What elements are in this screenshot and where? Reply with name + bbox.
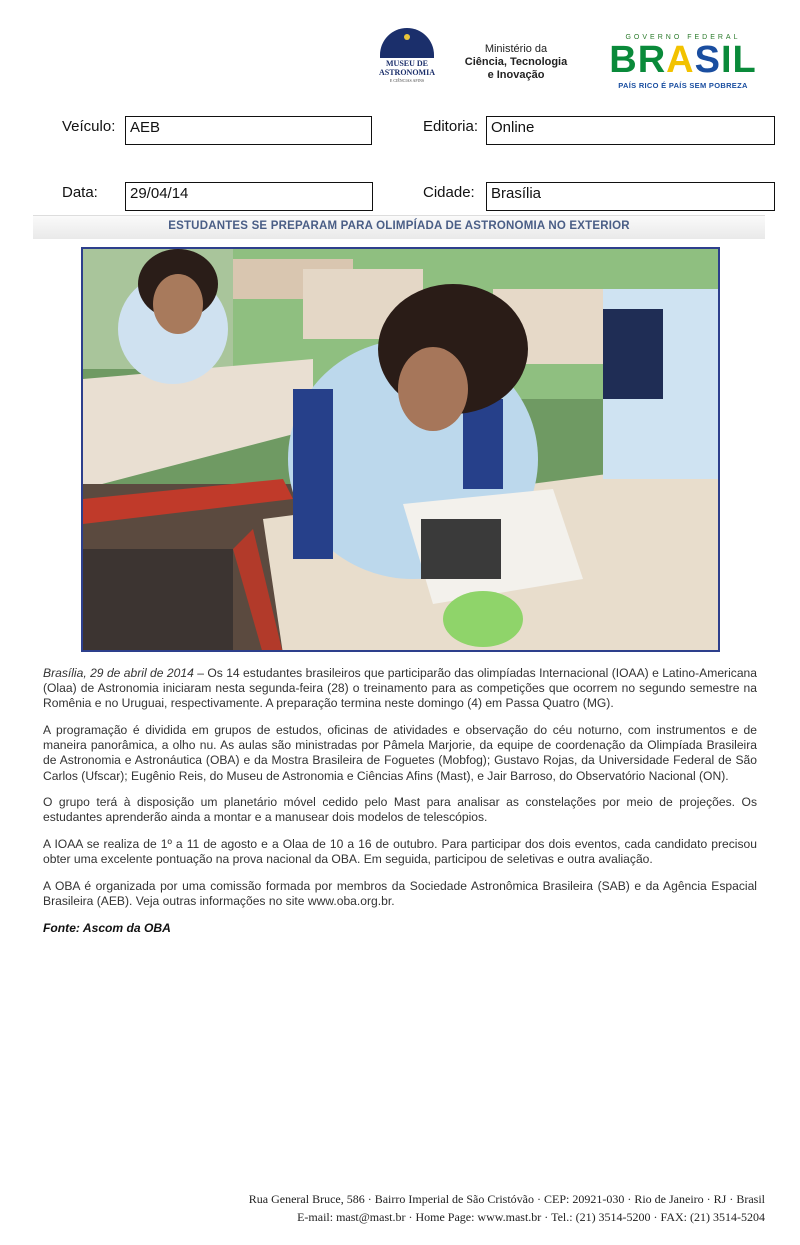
article-paragraph-1-text: – Os 14 estudantes brasileiros que participarão das olimpíadas Internacional (IOAA) e Latino-Americana (Olaa) de Astronomia iniciaram nesta segunda-feira (28) o treinamento para as competições que ocorrem no segundo semestre na Romênia e no Uruguai, respectivamente. A preparação termina neste domingo (4) em Passa Quatro (MG). — [43, 666, 757, 711]
cidade-label: Cidade: — [423, 184, 475, 201]
article-paragraph-5: A OBA é organizada por uma comissão formada por membros da Sociedade Astronômica Brasileira (SAB) e da Agência Espacial Brasileira (AEB). Veja outras informações no site www.oba.org.br. — [43, 878, 757, 908]
cidade-field: Brasília — [486, 182, 775, 211]
ministerio-logo — [452, 43, 580, 82]
brasil-letter: B — [609, 39, 638, 81]
brasil-slogan: PAÍS RICO É PAÍS SEM POBREZA — [618, 81, 748, 90]
brasil-letter: R — [637, 39, 667, 81]
editoria-label: Editoria: — [423, 118, 479, 135]
footer-address: Rua General Bruce, 586 · Bairro Imperial de São Cristóvão · CEP: 20921-030 · Rio de Janeiro · RJ · Brasil — [248, 1192, 765, 1206]
article-paragraph-1 — [43, 666, 757, 712]
ministerio-line3: e Inovação — [487, 69, 545, 81]
brasil-letter: S — [694, 39, 721, 81]
museu-logo-line3: E CIÊNCIAS AFINS — [389, 78, 425, 83]
brasil-letter: A — [666, 39, 695, 81]
museu-astronomia-logo — [376, 28, 438, 86]
museu-logo-line2: ASTRONOMIA — [378, 68, 435, 77]
ministerio-line2: Ciência, Tecnologia — [464, 56, 568, 68]
veiculo-field: AEB — [125, 116, 372, 145]
page-footer — [120, 1190, 765, 1226]
article-body — [43, 666, 757, 947]
observatory-dome-icon — [380, 28, 434, 58]
veiculo-label: Veículo: — [62, 118, 116, 135]
classroom-photo-image — [83, 249, 720, 652]
brasil-wordmark — [598, 41, 768, 79]
governo-federal-brasil-logo — [598, 34, 768, 90]
article-dateline: Brasília, 29 de abril de 2014 — [43, 666, 194, 680]
governo-federal-text: GOVERNO FEDERAL — [625, 34, 741, 41]
museu-logo-line1: MUSEU DE — [385, 59, 428, 68]
article-source: Fonte: Ascom da OBA — [43, 920, 171, 935]
article-paragraph-3: O grupo terá à disposição um planetário móvel cedido pelo Mast para analisar as constelações por meio de projeções. Os estudantes aprenderão ainda a montar e a manusear dois modelos de telescópios. — [43, 795, 757, 825]
article-paragraph-4: A IOAA se realiza de 1º a 11 de agosto e a Olaa de 10 a 16 de outubro. Para participar dos dois eventos, cada candidato precisou obter uma excelente pontuação na prova nacional da OBA. Em seguida, participou de seletivas e outra avaliação. — [43, 837, 757, 867]
classroom-photo — [81, 247, 720, 652]
article-paragraph-2: A programação é dividida em grupos de estudos, oficinas de atividades e observação do céu noturno, com instrumentos e de maneira panorâmica, a olho nu. As aulas são ministradas por Pâmela Marjorie, da equipe de coordenação da Olimpíada Brasileira de Astronomia e Astronáutica (OBA) e da Mostra Brasileira de Foguetes (Mobfog); Gustavo Rojas, da Universidade Federal de São Carlos (Ufscar); Eugênio Reis, do Museu de Astronomia e Ciências Afins (Mast), e Jair Barroso, do Observatório Nacional (ON). — [43, 723, 757, 783]
data-label: Data: — [62, 184, 98, 201]
brasil-letter: L — [732, 39, 757, 81]
editoria-field: Online — [486, 116, 775, 145]
ministerio-line1: Ministério da — [484, 43, 548, 55]
footer-contact: E-mail: mast@mast.br · Home Page: www.mast.br · Tel.: (21) 3514-5200 · FAX: (21) 3514-5204 — [297, 1210, 765, 1224]
data-field: 29/04/14 — [125, 182, 373, 211]
brasil-letter: I — [720, 39, 733, 81]
article-headline: ESTUDANTES SE PREPARAM PARA OLIMPÍADA DE ASTRONOMIA NO EXTERIOR — [168, 220, 630, 232]
